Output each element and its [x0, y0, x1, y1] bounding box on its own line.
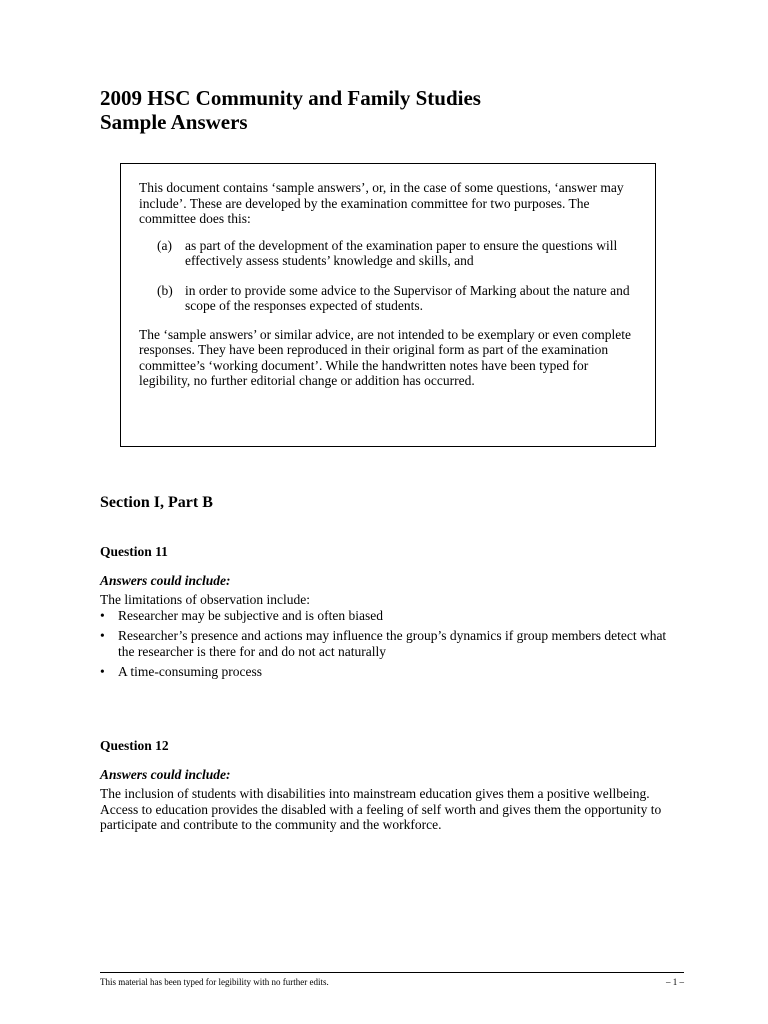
bullet-text: A time-consuming process — [118, 664, 262, 679]
bullet-text: Researcher may be subjective and is often biased — [118, 607, 384, 623]
list-item — [100, 628, 680, 659]
bullet-icon: • — [100, 607, 105, 623]
intro-item-text: as part of the development of the examination paper to ensure the questions will effectively assess students’ knowledge and skills, and — [185, 237, 618, 268]
question-lead-text: The limitations of observation include: — [100, 592, 310, 607]
intro-purpose-list — [139, 238, 637, 314]
title-line-2: Sample Answers — [100, 110, 248, 134]
list-item — [100, 608, 680, 624]
question-11 — [100, 544, 680, 685]
list-item — [100, 664, 680, 680]
footer-note: This material has been typed for legibility with no further edits. — [100, 977, 329, 987]
page-footer — [100, 972, 684, 987]
section-heading: Section I, Part B — [100, 494, 213, 511]
intro-paragraph-1: This document contains ‘sample answers’, or, in the case of some questions, ‘answer may include’. These are developed by the examination committee for two purposes. The committee does this: — [139, 180, 624, 226]
title-line-1: 2009 HSC Community and Family Studies — [100, 86, 481, 110]
intro-item-text: in order to provide some advice to the Supervisor of Marking about the nature and scope of the responses expected of students. — [185, 282, 630, 313]
answer-paragraph: The inclusion of students with disabilities into mainstream education gives them a positive wellbeing. Access to education provides the disabled with a feeling of self worth and gives them the opportunity to participate and contribute to the community and the workforce. — [100, 786, 662, 832]
answers-subheading: Answers could include: — [100, 766, 231, 782]
bullet-text: Researcher’s presence and actions may influence the group’s dynamics if group members detect what the researcher is there for and do not act naturally — [118, 628, 667, 659]
answer-bullet-list — [100, 608, 680, 680]
question-12 — [100, 738, 684, 833]
bullet-icon: • — [100, 664, 105, 679]
intro-item-marker: (a) — [157, 237, 172, 253]
intro-paragraph-2: The ‘sample answers’ or similar advice, are not intended to be exemplary or even complete responses. They have been reproduced in their original form as part of the examination committee’s ‘working document’. While the handwritten notes have been typed for legibility, no further editorial change or addition has occurred. — [139, 326, 631, 388]
intro-item-marker: (b) — [157, 282, 173, 298]
page-title — [100, 86, 481, 134]
bullet-icon: • — [100, 628, 105, 643]
page-number: – 1 – — [666, 977, 684, 987]
answers-subheading: Answers could include: — [100, 572, 231, 588]
intro-item-a — [139, 238, 637, 269]
intro-box — [120, 163, 656, 447]
intro-item-b — [139, 283, 637, 314]
question-title: Question 12 — [100, 738, 169, 753]
question-title: Question 11 — [100, 544, 168, 559]
